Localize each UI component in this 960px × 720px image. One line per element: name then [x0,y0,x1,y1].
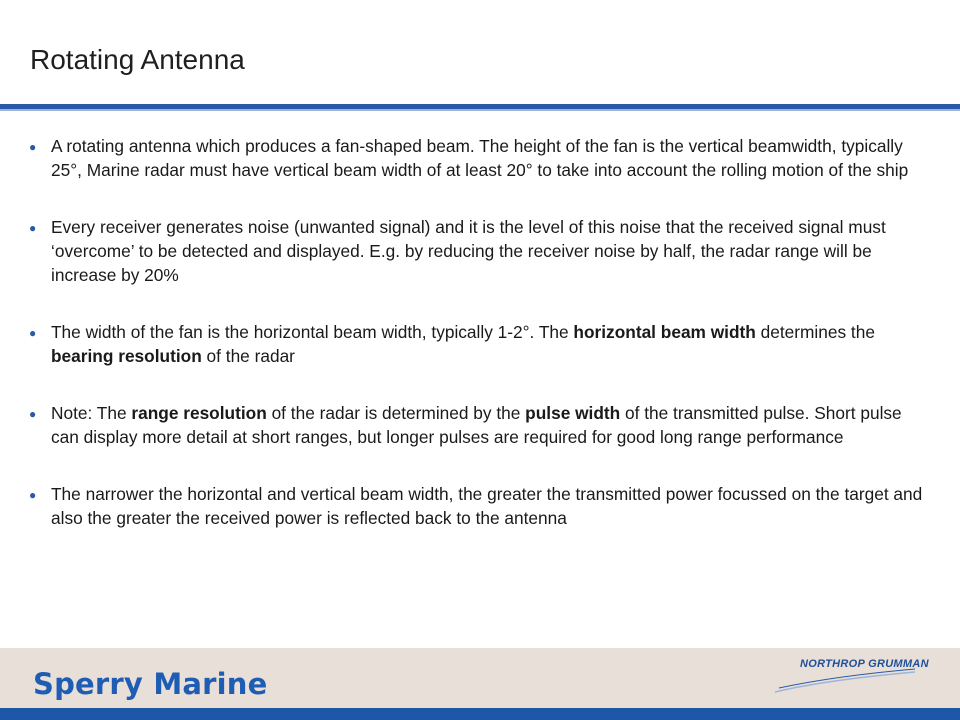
brand-logo: Sperry Marine [33,667,268,701]
bullet-dot-icon: ● [29,407,37,421]
bullet-item [0,482,960,530]
bullet-bold-text: pulse width [525,403,621,423]
bullet-list [0,134,960,563]
bullet-item [0,401,960,449]
bullet-item [0,215,960,287]
bullet-dot-icon: ● [29,488,37,502]
bullet-text: of the radar [201,346,295,366]
slide-title: Rotating Antenna [30,44,245,75]
bullet-text: A rotating antenna which produces a fan-shaped beam. The height of the fan is the vertical beamwidth, typically 25°, Marine radar must have vertical beam width of at least 20° to take into account the rolling motion of the ship [51,136,909,180]
bullet-bold-text: range resolution [131,403,267,423]
bullet-text: of the transmitted pulse. Short pulse can display more detail at short ranges, but longer pulses are required for good long range performance [51,403,902,447]
bullet-text: The narrower the horizontal and vertical beam width, the greater the transmitted power focussed on the target and also the greater the received power is reflected back to the antenna [51,484,923,528]
bullet-text: of the radar is determined by the [266,403,526,423]
bullet-text: The width of the fan is the horizontal beam width, typically 1-2°. The [51,322,574,342]
northrop-grumman-logo-text: NORTHROP GRUMMAN [800,658,929,670]
bullet-dot-icon: ● [29,140,37,154]
bullet-bold-text: bearing resolution [51,346,202,366]
bullet-item [0,320,960,368]
bullet-item [0,134,960,182]
bullet-text: Note: The [51,403,132,423]
bullet-text: determines the [755,322,875,342]
bullet-bold-text: horizontal beam width [573,322,756,342]
bullet-dot-icon: ● [29,326,37,340]
title-underline [0,104,960,109]
bullet-text: Every receiver generates noise (unwanted signal) and it is the level of this noise that the received signal must ‘overcome’ to be detected and displayed. E.g. by reducing the receiver noise by half, the radar range will be increase by 20% [51,217,886,285]
footer-bar [0,708,960,720]
bullet-dot-icon: ● [29,221,37,235]
